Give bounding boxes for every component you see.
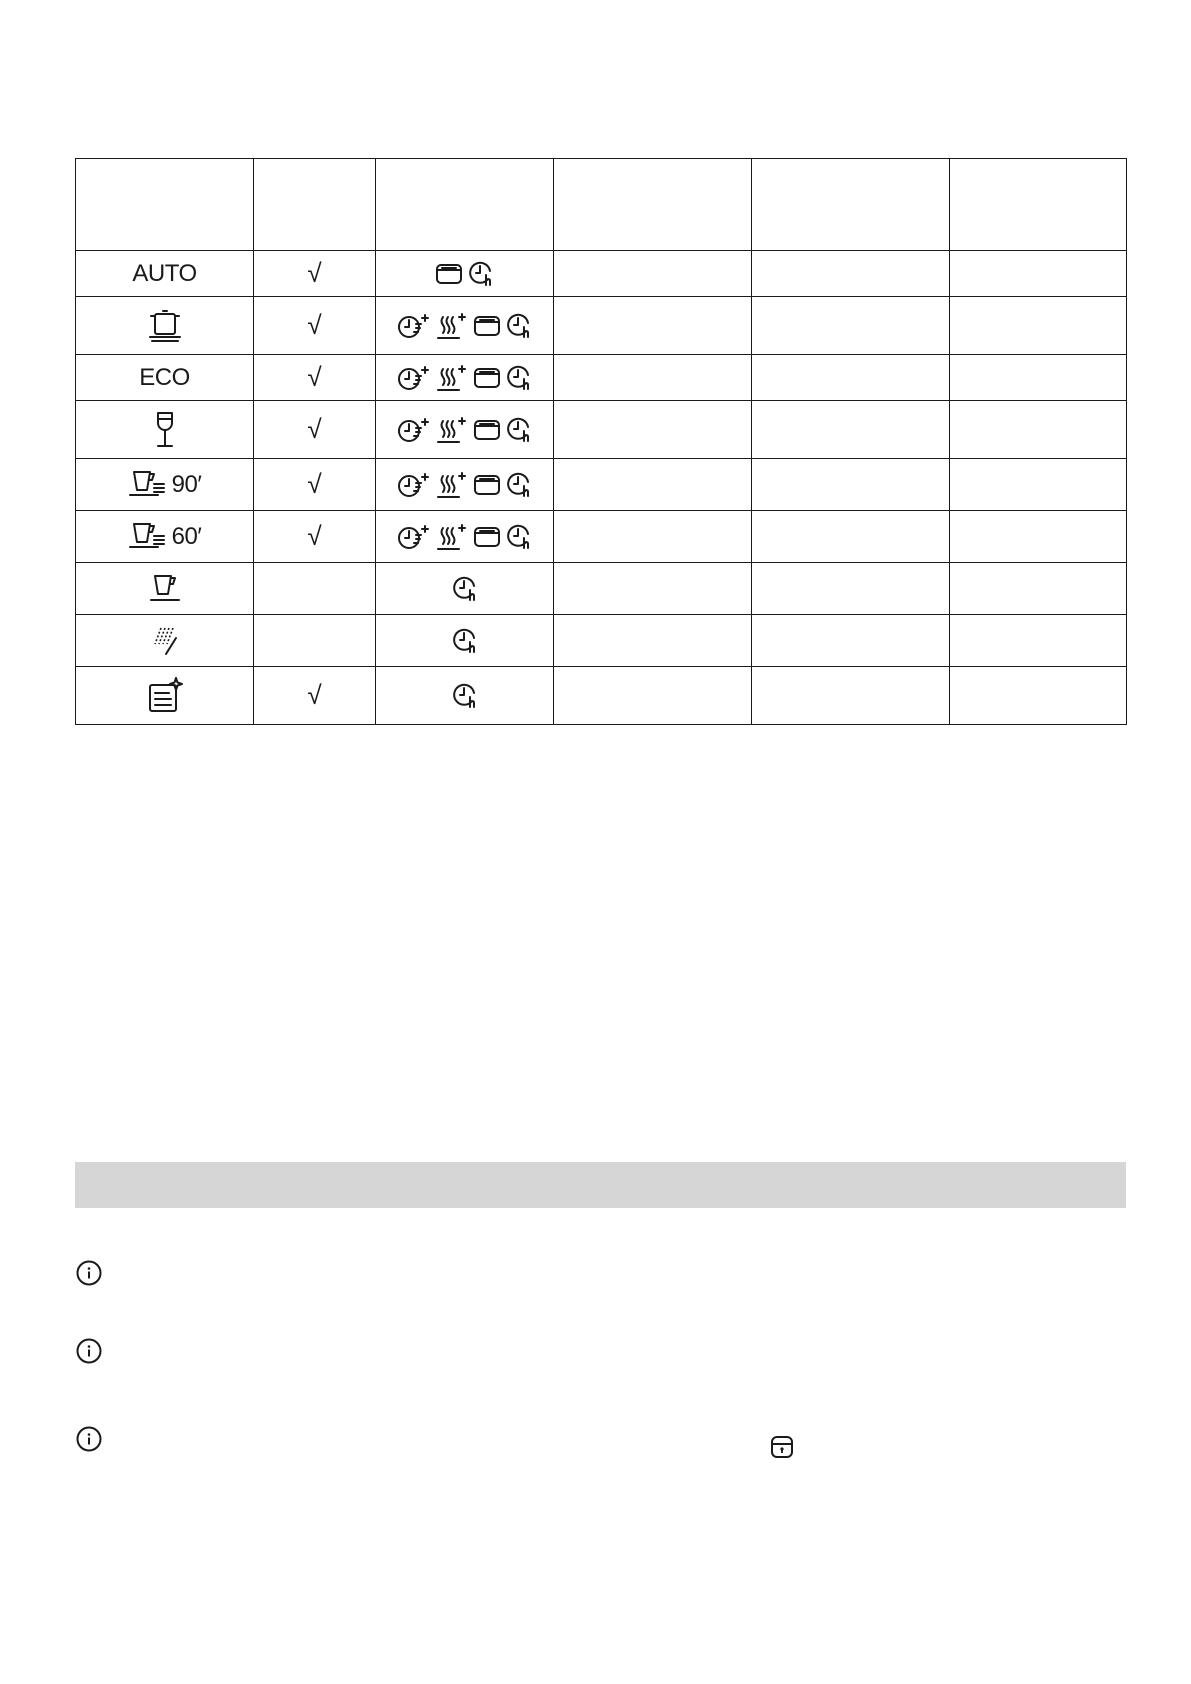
- table-row: [76, 615, 1127, 667]
- clock-h-icon: [451, 575, 479, 603]
- empty-cell: [752, 297, 950, 355]
- program-cell: [76, 355, 254, 401]
- empty-cell: [950, 459, 1127, 511]
- program-cell: [76, 511, 254, 563]
- empty-cell: [752, 511, 950, 563]
- clock-h-icon: [505, 364, 533, 392]
- header-cell: [950, 159, 1127, 251]
- program-cell: [76, 401, 254, 459]
- empty-cell: [554, 615, 752, 667]
- check-cell: [254, 563, 376, 615]
- empty-cell: [554, 563, 752, 615]
- table-row: [76, 459, 1127, 511]
- header-cell: [554, 159, 752, 251]
- table-row: [76, 297, 1127, 355]
- check-mark: √: [307, 414, 322, 444]
- program-cell: [76, 297, 254, 355]
- program-label: 60′: [171, 522, 202, 550]
- section-header-band: [75, 1162, 1126, 1208]
- table-row: [76, 667, 1127, 725]
- empty-cell: [554, 511, 752, 563]
- steam-plus-icon: [435, 311, 469, 341]
- program-cell: [76, 615, 254, 667]
- check-cell: [254, 355, 376, 401]
- steam-plus-icon: [435, 470, 469, 500]
- door-icon: [473, 525, 501, 549]
- door-icon: [473, 473, 501, 497]
- check-cell: [254, 251, 376, 297]
- clock-plus-icon: [397, 471, 431, 499]
- check-mark: √: [307, 521, 322, 551]
- rinse-spray-icon: [148, 624, 182, 658]
- lock-icon: [770, 1435, 794, 1464]
- options-cell: [376, 563, 554, 615]
- options-cell: [376, 251, 554, 297]
- empty-cell: [752, 615, 950, 667]
- check-cell: [254, 667, 376, 725]
- program-cell: [76, 459, 254, 511]
- clock-h-icon: [451, 682, 479, 710]
- clock-plus-icon: [397, 364, 431, 392]
- empty-cell: [554, 667, 752, 725]
- check-cell: [254, 297, 376, 355]
- table-row: [76, 511, 1127, 563]
- empty-cell: [752, 459, 950, 511]
- options-cell: [376, 355, 554, 401]
- program-cell: [76, 251, 254, 297]
- clock-h-icon: [505, 523, 533, 551]
- program-label: ECO: [139, 363, 190, 391]
- options-cell: [376, 667, 554, 725]
- program-label: 90′: [171, 470, 202, 498]
- check-cell: [254, 511, 376, 563]
- cup-quick-icon: [128, 468, 168, 502]
- info-circle-icon: [76, 1338, 102, 1369]
- clock-plus-icon: [397, 312, 431, 340]
- empty-cell: [950, 355, 1127, 401]
- clock-h-icon: [505, 312, 533, 340]
- table-row: [76, 563, 1127, 615]
- check-mark: √: [307, 680, 322, 710]
- empty-cell: [752, 563, 950, 615]
- check-cell: [254, 615, 376, 667]
- table-header-row: [76, 159, 1127, 251]
- empty-cell: [752, 355, 950, 401]
- cup-icon: [147, 572, 183, 606]
- table-row: [76, 355, 1127, 401]
- empty-cell: [950, 297, 1127, 355]
- empty-cell: [950, 401, 1127, 459]
- door-icon: [435, 262, 463, 286]
- table-row: [76, 251, 1127, 297]
- pot-icon: [146, 306, 184, 346]
- machine-care-icon: [145, 676, 185, 716]
- empty-cell: [752, 401, 950, 459]
- info-circle-icon: [76, 1260, 102, 1291]
- empty-cell: [554, 251, 752, 297]
- table-row: [76, 401, 1127, 459]
- info-circle-icon: [76, 1426, 102, 1457]
- empty-cell: [554, 459, 752, 511]
- empty-cell: [950, 511, 1127, 563]
- clock-plus-icon: [397, 523, 431, 551]
- options-cell: [376, 459, 554, 511]
- program-table: [75, 158, 1127, 725]
- header-cell: [752, 159, 950, 251]
- header-cell: [254, 159, 376, 251]
- empty-cell: [554, 355, 752, 401]
- door-icon: [473, 314, 501, 338]
- empty-cell: [950, 251, 1127, 297]
- check-mark: √: [307, 362, 322, 392]
- empty-cell: [554, 297, 752, 355]
- empty-cell: [554, 401, 752, 459]
- steam-plus-icon: [435, 363, 469, 393]
- wine-glass-icon: [152, 410, 178, 450]
- options-cell: [376, 511, 554, 563]
- options-cell: [376, 297, 554, 355]
- program-label: AUTO: [132, 259, 197, 287]
- options-cell: [376, 401, 554, 459]
- program-cell: [76, 563, 254, 615]
- check-cell: [254, 401, 376, 459]
- door-icon: [473, 418, 501, 442]
- empty-cell: [752, 251, 950, 297]
- header-cell: [376, 159, 554, 251]
- empty-cell: [950, 667, 1127, 725]
- empty-cell: [950, 615, 1127, 667]
- cup-quick-icon: [128, 520, 168, 554]
- clock-h-icon: [505, 471, 533, 499]
- steam-plus-icon: [435, 522, 469, 552]
- door-icon: [473, 366, 501, 390]
- check-mark: √: [307, 310, 322, 340]
- options-cell: [376, 615, 554, 667]
- empty-cell: [752, 667, 950, 725]
- clock-h-icon: [505, 416, 533, 444]
- empty-cell: [950, 563, 1127, 615]
- clock-plus-icon: [397, 416, 431, 444]
- check-mark: √: [307, 258, 322, 288]
- steam-plus-icon: [435, 415, 469, 445]
- header-cell: [76, 159, 254, 251]
- clock-h-icon: [451, 627, 479, 655]
- check-cell: [254, 459, 376, 511]
- clock-h-icon: [467, 260, 495, 288]
- program-cell: [76, 667, 254, 725]
- check-mark: √: [307, 469, 322, 499]
